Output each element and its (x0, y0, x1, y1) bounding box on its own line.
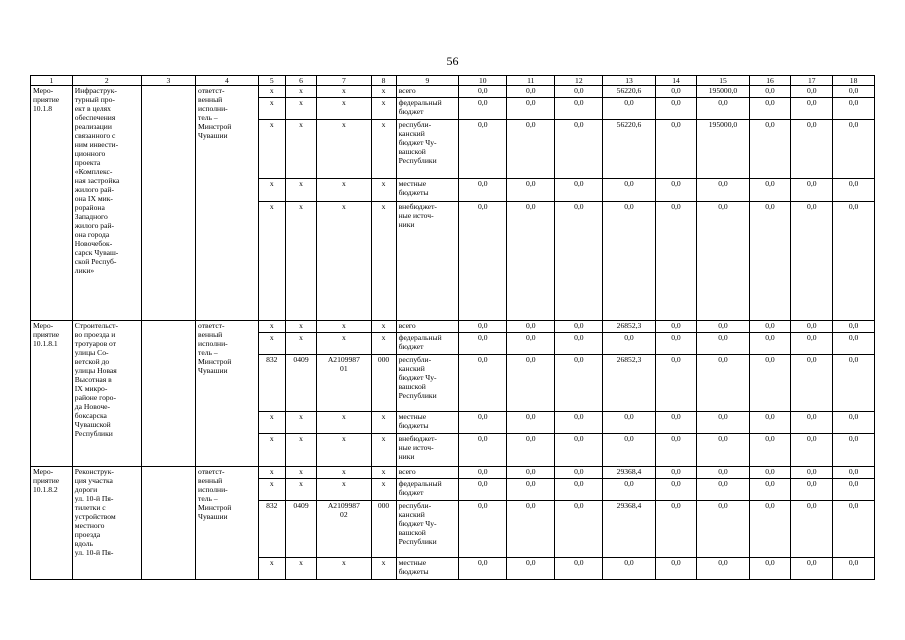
value-cell: 0,0 (507, 501, 555, 558)
value-cell: 0,0 (655, 434, 697, 467)
code-cell: x (317, 202, 371, 321)
code-cell: x (371, 333, 396, 355)
code-cell: x (371, 86, 396, 98)
code-cell: x (285, 333, 316, 355)
code-cell: 000 (371, 501, 396, 558)
value-cell: 0,0 (833, 434, 875, 467)
funding-source-cell: федеральный бюджет (396, 98, 459, 120)
value-cell: 0,0 (749, 558, 791, 580)
code-cell: x (285, 321, 316, 333)
code-cell: x (258, 321, 285, 333)
value-cell: 0,0 (655, 501, 697, 558)
value-cell: 0,0 (507, 333, 555, 355)
value-cell: 0,0 (749, 120, 791, 179)
code-cell: x (285, 202, 316, 321)
header-cell: 3 (141, 76, 195, 86)
value-cell: 0,0 (791, 202, 833, 321)
table-row (31, 467, 875, 479)
code-cell: x (258, 202, 285, 321)
value-cell: 0,0 (459, 467, 507, 479)
header-cell: 7 (317, 76, 371, 86)
value-cell: 0,0 (833, 179, 875, 202)
header-cell: 9 (396, 76, 459, 86)
value-cell: 0,0 (833, 467, 875, 479)
value-cell: 0,0 (791, 412, 833, 434)
code-cell: x (258, 479, 285, 501)
value-cell: 0,0 (555, 333, 603, 355)
value-cell: 0,0 (555, 98, 603, 120)
code-cell: x (371, 179, 396, 202)
code-cell: x (285, 179, 316, 202)
code-cell: x (317, 479, 371, 501)
value-cell: 0,0 (791, 467, 833, 479)
value-cell: 0,0 (555, 120, 603, 179)
code-cell: x (258, 179, 285, 202)
value-cell: 0,0 (603, 479, 655, 501)
header-cell: 15 (697, 76, 749, 86)
funding-table (30, 75, 875, 580)
measure-name-cell: Строительст- во проезда и тротуаров от улицы Со- ветской до улицы Новая Высотная в IX микро- районе горо- да Новоче- боксарска Чувашской Республики (72, 321, 141, 467)
value-cell: 0,0 (507, 467, 555, 479)
value-cell: 0,0 (833, 321, 875, 333)
value-cell: 0,0 (833, 333, 875, 355)
value-cell: 0,0 (697, 434, 749, 467)
funding-source-cell: всего (396, 467, 459, 479)
funding-source-cell: внебюджет- ные источ- ники (396, 434, 459, 467)
value-cell: 0,0 (507, 202, 555, 321)
code-cell: x (317, 321, 371, 333)
value-cell: 0,0 (507, 355, 555, 412)
code-cell: 832 (258, 501, 285, 558)
header-row (31, 76, 875, 86)
value-cell: 0,0 (507, 98, 555, 120)
value-cell: 0,0 (603, 202, 655, 321)
code-cell: x (317, 434, 371, 467)
value-cell: 0,0 (555, 501, 603, 558)
value-cell: 0,0 (791, 434, 833, 467)
value-cell: 0,0 (459, 120, 507, 179)
code-cell: x (258, 558, 285, 580)
executor-cell: ответст- венный исполни- тель – Минстрой Чувашии (196, 467, 259, 580)
header-cell: 11 (507, 76, 555, 86)
value-cell: 0,0 (655, 355, 697, 412)
value-cell: 0,0 (555, 479, 603, 501)
value-cell: 26852,3 (603, 355, 655, 412)
code-cell: x (258, 467, 285, 479)
value-cell: 0,0 (459, 333, 507, 355)
value-cell: 0,0 (555, 355, 603, 412)
value-cell: 0,0 (655, 321, 697, 333)
value-cell: 0,0 (833, 558, 875, 580)
value-cell: 0,0 (459, 558, 507, 580)
code-cell: x (285, 120, 316, 179)
header-cell: 14 (655, 76, 697, 86)
header-cell: 16 (749, 76, 791, 86)
code-cell: x (317, 179, 371, 202)
value-cell: 0,0 (749, 479, 791, 501)
value-cell: 0,0 (655, 202, 697, 321)
code-cell: x (317, 86, 371, 98)
blank-cell (141, 86, 195, 321)
value-cell: 0,0 (459, 355, 507, 412)
code-cell: x (371, 412, 396, 434)
value-cell: 0,0 (603, 412, 655, 434)
code-cell: x (371, 434, 396, 467)
value-cell: 0,0 (459, 321, 507, 333)
value-cell: 0,0 (459, 202, 507, 321)
funding-source-cell: всего (396, 86, 459, 98)
value-cell: 0,0 (655, 333, 697, 355)
value-cell: 0,0 (507, 179, 555, 202)
table-row (31, 86, 875, 98)
value-cell: 0,0 (833, 479, 875, 501)
value-cell: 29368,4 (603, 501, 655, 558)
header-cell: 10 (459, 76, 507, 86)
value-cell: 0,0 (655, 558, 697, 580)
code-cell: x (371, 467, 396, 479)
code-cell: x (285, 412, 316, 434)
value-cell: 0,0 (749, 333, 791, 355)
blank-cell (141, 467, 195, 580)
value-cell: 0,0 (697, 179, 749, 202)
funding-source-cell: республи- канский бюджет Чу- вашской Республики (396, 120, 459, 179)
value-cell: 0,0 (833, 501, 875, 558)
header-cell: 17 (791, 76, 833, 86)
value-cell: 0,0 (749, 412, 791, 434)
header-cell: 6 (285, 76, 316, 86)
header-cell: 8 (371, 76, 396, 86)
value-cell: 0,0 (833, 202, 875, 321)
value-cell: 0,0 (749, 434, 791, 467)
value-cell: 0,0 (697, 558, 749, 580)
value-cell: 0,0 (791, 333, 833, 355)
value-cell: 0,0 (459, 86, 507, 98)
value-cell: 0,0 (833, 98, 875, 120)
value-cell: 0,0 (791, 355, 833, 412)
value-cell: 26852,3 (603, 321, 655, 333)
funding-source-cell: местные бюджеты (396, 179, 459, 202)
funding-source-cell: республи- канский бюджет Чу- вашской Республики (396, 501, 459, 558)
measure-id-cell: Меро- приятие 10.1.8 (31, 86, 73, 321)
code-cell: x (317, 412, 371, 434)
value-cell: 0,0 (555, 179, 603, 202)
page-number: 56 (446, 54, 459, 68)
code-cell: x (317, 98, 371, 120)
value-cell: 195000,0 (697, 86, 749, 98)
value-cell: 0,0 (603, 434, 655, 467)
value-cell: 0,0 (507, 558, 555, 580)
value-cell: 0,0 (459, 434, 507, 467)
code-cell: x (285, 479, 316, 501)
code-cell: x (258, 333, 285, 355)
code-cell: A2109987 01 (317, 355, 371, 412)
code-cell: x (285, 558, 316, 580)
measure-id-cell: Меро- приятие 10.1.8.2 (31, 467, 73, 580)
value-cell: 0,0 (791, 501, 833, 558)
header-cell: 5 (258, 76, 285, 86)
value-cell: 56220,6 (603, 86, 655, 98)
value-cell: 0,0 (749, 98, 791, 120)
value-cell: 0,0 (749, 202, 791, 321)
code-cell: x (258, 98, 285, 120)
header-cell: 12 (555, 76, 603, 86)
funding-source-cell: внебюджет- ные источ- ники (396, 202, 459, 321)
value-cell: 0,0 (555, 434, 603, 467)
value-cell: 0,0 (555, 558, 603, 580)
value-cell: 0,0 (655, 467, 697, 479)
value-cell: 0,0 (507, 434, 555, 467)
value-cell: 0,0 (697, 98, 749, 120)
value-cell: 0,0 (655, 98, 697, 120)
value-cell: 0,0 (833, 120, 875, 179)
code-cell: x (317, 558, 371, 580)
value-cell: 0,0 (697, 479, 749, 501)
funding-source-cell: всего (396, 321, 459, 333)
code-cell: x (371, 558, 396, 580)
value-cell: 0,0 (833, 412, 875, 434)
value-cell: 0,0 (833, 86, 875, 98)
header-cell: 18 (833, 76, 875, 86)
value-cell: 0,0 (655, 179, 697, 202)
value-cell: 0,0 (697, 412, 749, 434)
value-cell: 0,0 (791, 479, 833, 501)
funding-source-cell: местные бюджеты (396, 412, 459, 434)
value-cell: 0,0 (697, 467, 749, 479)
value-cell: 0,0 (833, 355, 875, 412)
measure-id-cell: Меро- приятие 10.1.8.1 (31, 321, 73, 467)
code-cell: x (371, 120, 396, 179)
code-cell: x (371, 321, 396, 333)
value-cell: 0,0 (655, 120, 697, 179)
measure-name-cell: Инфраструк- турный про- ект в целях обеспечения реализации связанного с ним инвести- ционного проекта «Комплекс- ная застройка жилого рай- она IX мик- рорайона Западного жилого рай- она города Новочебок- сарск Чуваш- ской Респуб- лики» (72, 86, 141, 321)
code-cell: x (285, 86, 316, 98)
value-cell: 0,0 (459, 179, 507, 202)
value-cell: 0,0 (697, 333, 749, 355)
code-cell: x (258, 434, 285, 467)
header-cell: 1 (31, 76, 73, 86)
value-cell: 0,0 (507, 120, 555, 179)
value-cell: 0,0 (507, 479, 555, 501)
value-cell: 0,0 (791, 98, 833, 120)
value-cell: 0,0 (603, 558, 655, 580)
code-cell: x (371, 202, 396, 321)
value-cell: 0,0 (603, 333, 655, 355)
value-cell: 0,0 (791, 120, 833, 179)
header-cell: 13 (603, 76, 655, 86)
header-cell: 4 (196, 76, 259, 86)
value-cell: 29368,4 (603, 467, 655, 479)
header-cell: 2 (72, 76, 141, 86)
code-cell: x (258, 86, 285, 98)
value-cell: 0,0 (459, 412, 507, 434)
value-cell: 0,0 (697, 501, 749, 558)
table-row (31, 321, 875, 333)
code-cell: 0409 (285, 501, 316, 558)
code-cell: x (317, 467, 371, 479)
value-cell: 0,0 (791, 558, 833, 580)
funding-source-cell: республи- канский бюджет Чу- вашской Республики (396, 355, 459, 412)
value-cell: 0,0 (697, 321, 749, 333)
value-cell: 0,0 (749, 467, 791, 479)
value-cell: 56220,6 (603, 120, 655, 179)
blank-cell (141, 321, 195, 467)
value-cell: 0,0 (791, 86, 833, 98)
code-cell: 0409 (285, 355, 316, 412)
code-cell: x (371, 479, 396, 501)
code-cell: x (371, 98, 396, 120)
value-cell: 0,0 (507, 412, 555, 434)
value-cell: 0,0 (749, 355, 791, 412)
code-cell: x (317, 333, 371, 355)
value-cell: 0,0 (697, 202, 749, 321)
code-cell: x (317, 120, 371, 179)
value-cell: 0,0 (749, 321, 791, 333)
value-cell: 0,0 (749, 179, 791, 202)
value-cell: 0,0 (603, 179, 655, 202)
value-cell: 0,0 (655, 86, 697, 98)
value-cell: 0,0 (749, 501, 791, 558)
measure-name-cell: Реконструк- ция участка дороги ул. 10-й Пя- тилетки с устройством местного проезда вдоль ул. 10-й Пя- (72, 467, 141, 580)
funding-source-cell: местные бюджеты (396, 558, 459, 580)
value-cell: 0,0 (555, 467, 603, 479)
code-cell: x (258, 120, 285, 179)
value-cell: 0,0 (507, 86, 555, 98)
code-cell: x (285, 434, 316, 467)
code-cell: 832 (258, 355, 285, 412)
value-cell: 0,0 (555, 321, 603, 333)
code-cell: x (285, 98, 316, 120)
value-cell: 0,0 (507, 321, 555, 333)
value-cell: 0,0 (555, 412, 603, 434)
value-cell: 0,0 (791, 321, 833, 333)
funding-source-cell: федеральный бюджет (396, 333, 459, 355)
code-cell: 000 (371, 355, 396, 412)
value-cell: 0,0 (459, 501, 507, 558)
value-cell: 0,0 (697, 355, 749, 412)
value-cell: 0,0 (791, 179, 833, 202)
executor-cell: ответст- венный исполни- тель – Минстрой Чувашии (196, 86, 259, 321)
value-cell: 0,0 (603, 98, 655, 120)
value-cell: 0,0 (459, 479, 507, 501)
value-cell: 0,0 (655, 479, 697, 501)
value-cell: 195000,0 (697, 120, 749, 179)
code-cell: x (258, 412, 285, 434)
value-cell: 0,0 (749, 86, 791, 98)
code-cell: A2109987 02 (317, 501, 371, 558)
code-cell: x (285, 467, 316, 479)
value-cell: 0,0 (655, 412, 697, 434)
executor-cell: ответст- венный исполни- тель – Минстрой Чувашии (196, 321, 259, 467)
funding-source-cell: федеральный бюджет (396, 479, 459, 501)
value-cell: 0,0 (555, 86, 603, 98)
value-cell: 0,0 (555, 202, 603, 321)
value-cell: 0,0 (459, 98, 507, 120)
